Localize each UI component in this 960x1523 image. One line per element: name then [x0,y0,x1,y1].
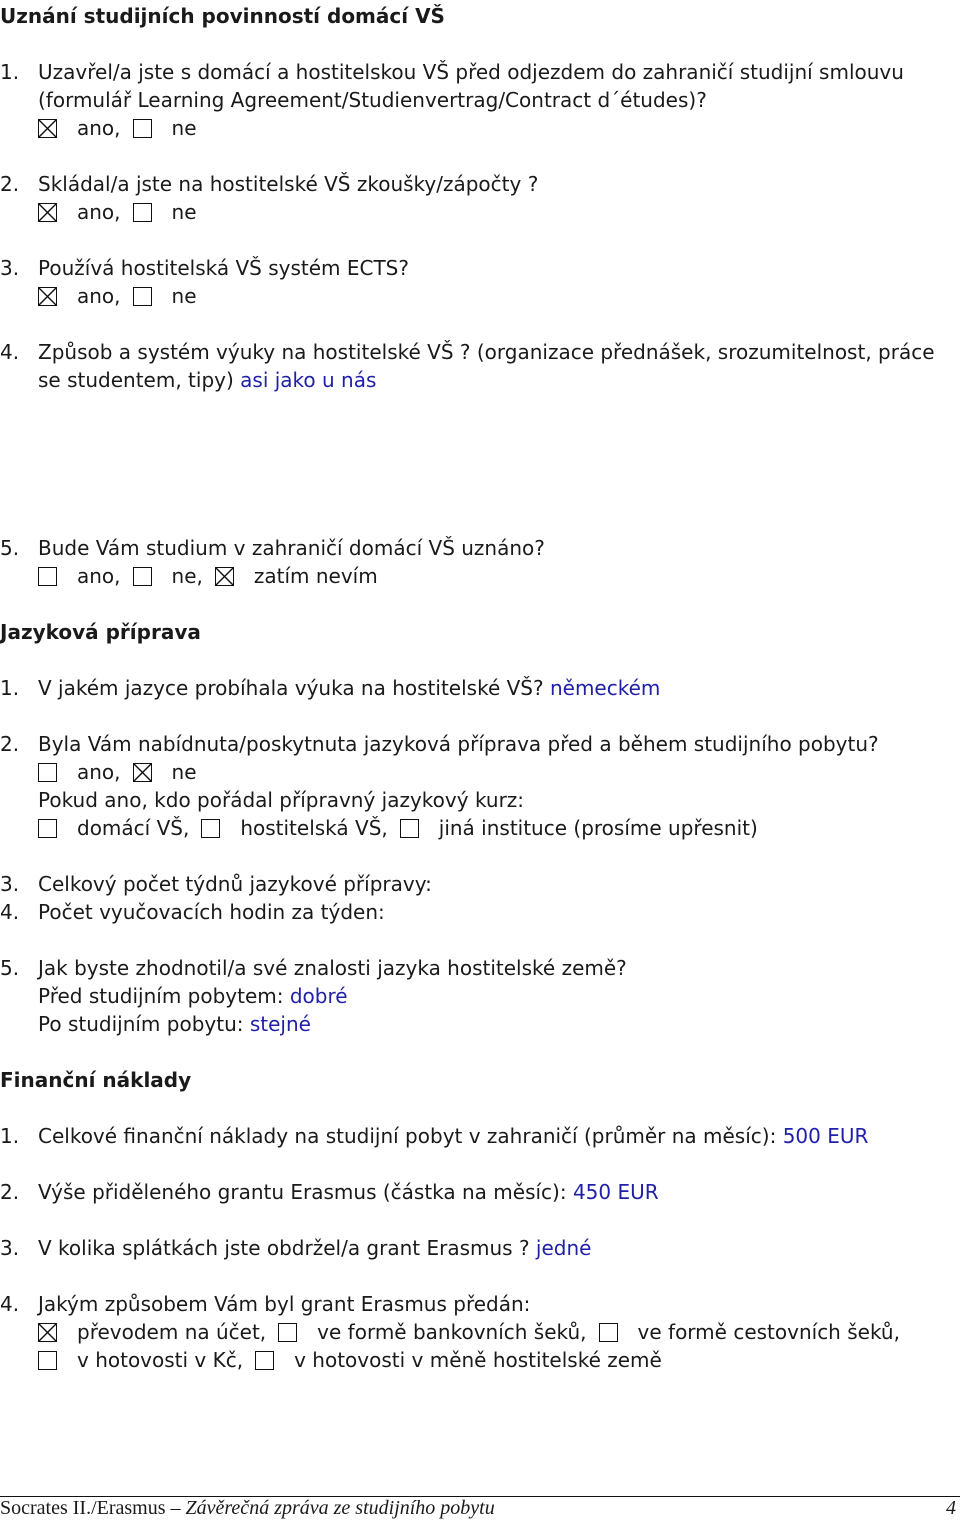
checked-checkbox-icon[interactable] [38,119,57,138]
checkbox-icon[interactable] [201,819,220,838]
q3-options [38,282,197,313]
checkbox-label: ve formě bankovních šeků, [317,1320,587,1344]
question-5: 5. Bude Vám studium v zahraničí domácí VŠ uznáno? [0,536,545,560]
lang-question-2: 2. Byla Vám nabídnuta/poskytnuta jazyková příprava před a během studijního pobytu? [0,732,879,756]
checkbox-option[interactable] [133,114,197,142]
checkbox-label: domácí VŠ, [77,816,190,840]
checkbox-option[interactable] [400,814,758,842]
q2-options [38,198,197,229]
question-4-cont: se studentem, tipy) asi jako u nás [38,368,377,392]
footer-text: Socrates II./Erasmus – Závěrečná zpráva ze studijního pobytu [0,1497,495,1519]
checkbox-label: ano, [77,760,121,784]
lang-question-3: 3. Celkový počet týdnů jazykové přípravy: [0,872,432,896]
checkbox-label: jiná instituce (prosíme upřesnit) [438,816,758,840]
lang-q5-before: Před studijním pobytem: dobré [38,984,348,1008]
checkbox-icon[interactable] [38,567,57,586]
lang-q5-after: Po studijním pobytu: stejné [38,1012,311,1036]
checkbox-icon[interactable] [278,1323,297,1342]
page-title: Uznání studijních povinností domácí VŠ [0,4,445,28]
page-number: 4 [946,1497,956,1519]
checkbox-label: hostitelská VŠ, [240,816,388,840]
checkbox-label: ne [171,116,197,140]
checkbox-option[interactable] [133,198,197,226]
checkbox-option[interactable] [38,1346,243,1374]
checkbox-icon[interactable] [255,1351,274,1370]
checkbox-option[interactable] [38,282,121,310]
checkbox-label: ano, [77,200,121,224]
checkbox-icon[interactable] [133,203,152,222]
checkbox-label: ano, [77,284,121,308]
checked-checkbox-icon[interactable] [215,567,234,586]
q1-options [38,114,197,145]
checkbox-icon[interactable] [38,763,57,782]
question-2: 2. Skládal/a jste na hostitelské VŠ zkoušky/zápočty ? [0,172,539,196]
checkbox-label: převodem na účet, [77,1320,267,1344]
checkbox-option[interactable] [38,758,121,786]
checkbox-option[interactable] [38,114,121,142]
checkbox-label: ano, [77,116,121,140]
checkbox-option[interactable] [38,1318,266,1346]
question-4: 4. Způsob a systém výuky na hostitelské VŠ ? (organizace přednášek, srozumitelnost, práce [0,340,935,364]
answer-text: 500 EUR [782,1124,869,1148]
lang-question-4: 4. Počet vyučovacích hodin za týden: [0,900,385,924]
answer-text: asi jako u nás [240,368,377,392]
checkbox-label: v hotovosti v měně hostitelské země [294,1348,662,1372]
question-3: 3. Používá hostitelská VŠ systém ECTS? [0,256,409,280]
checkbox-icon[interactable] [38,1351,57,1370]
checkbox-label: ano, [77,564,121,588]
question-1: 1. Uzavřel/a jste s domácí a hostitelskou VŠ před odjezdem do zahraničí studijní smlouvu [0,60,904,84]
checkbox-option[interactable] [255,1346,662,1374]
checkbox-option[interactable] [38,198,121,226]
checkbox-option[interactable] [201,814,387,842]
fin-question-1: 1. Celkové finanční náklady na studijní pobyt v zahraničí (průměr na měsíc): 500 EUR [0,1124,869,1148]
fin-q4-options-row1 [38,1318,900,1349]
checkbox-icon[interactable] [133,287,152,306]
lang-question-1: 1. V jakém jazyce probíhala výuka na hostitelské VŠ? německém [0,676,661,700]
checked-checkbox-icon[interactable] [38,203,57,222]
answer-text: 450 EUR [572,1180,659,1204]
question-1-cont: (formulář Learning Agreement/Studienvertrag/Contract d´études)? [38,88,707,112]
q5-options [38,562,378,593]
checkbox-option[interactable] [133,282,197,310]
checkbox-option[interactable] [599,1318,900,1346]
section-heading-finance: Finanční náklady [0,1068,192,1092]
checkbox-label: ne, [171,564,203,588]
checkbox-label: ne [171,200,197,224]
answer-text: jedné [535,1236,592,1260]
fin-question-2: 2. Výše přiděleného grantu Erasmus (částka na měsíc): 450 EUR [0,1180,659,1204]
answer-text: dobré [289,984,348,1008]
checked-checkbox-icon[interactable] [133,763,152,782]
checkbox-icon[interactable] [133,119,152,138]
lang-q2-followup: Pokud ano, kdo pořádal přípravný jazykový kurz: [38,788,525,812]
checkbox-label: ne [171,760,197,784]
fin-q4-options-row2 [38,1346,662,1377]
answer-text: německém [549,676,661,700]
checkbox-label: v hotovosti v Kč, [77,1348,244,1372]
fin-question-3: 3. V kolika splátkách jste obdržel/a grant Erasmus ? jedné [0,1236,592,1260]
checkbox-option[interactable] [133,758,197,786]
section-heading-language: Jazyková příprava [0,620,201,644]
checkbox-option[interactable] [215,562,378,590]
checkbox-icon[interactable] [133,567,152,586]
answer-text: stejné [249,1012,311,1036]
lang-q2-options [38,758,197,789]
checkbox-icon[interactable] [38,819,57,838]
checkbox-icon[interactable] [599,1323,618,1342]
checked-checkbox-icon[interactable] [38,287,57,306]
checkbox-label: ve formě cestovních šeků, [637,1320,900,1344]
lang-question-5: 5. Jak byste zhodnotil/a své znalosti jazyka hostitelské země? [0,956,627,980]
checkbox-option[interactable] [38,814,189,842]
checkbox-label: ne [171,284,197,308]
page-footer [0,1496,960,1523]
lang-q2-organizers [38,814,758,845]
checkbox-icon[interactable] [400,819,419,838]
checkbox-option[interactable] [133,562,203,590]
checkbox-label: zatím nevím [253,564,378,588]
checkbox-option[interactable] [278,1318,586,1346]
fin-question-4: 4. Jakým způsobem Vám byl grant Erasmus předán: [0,1292,531,1316]
checkbox-option[interactable] [38,562,121,590]
checked-checkbox-icon[interactable] [38,1323,57,1342]
